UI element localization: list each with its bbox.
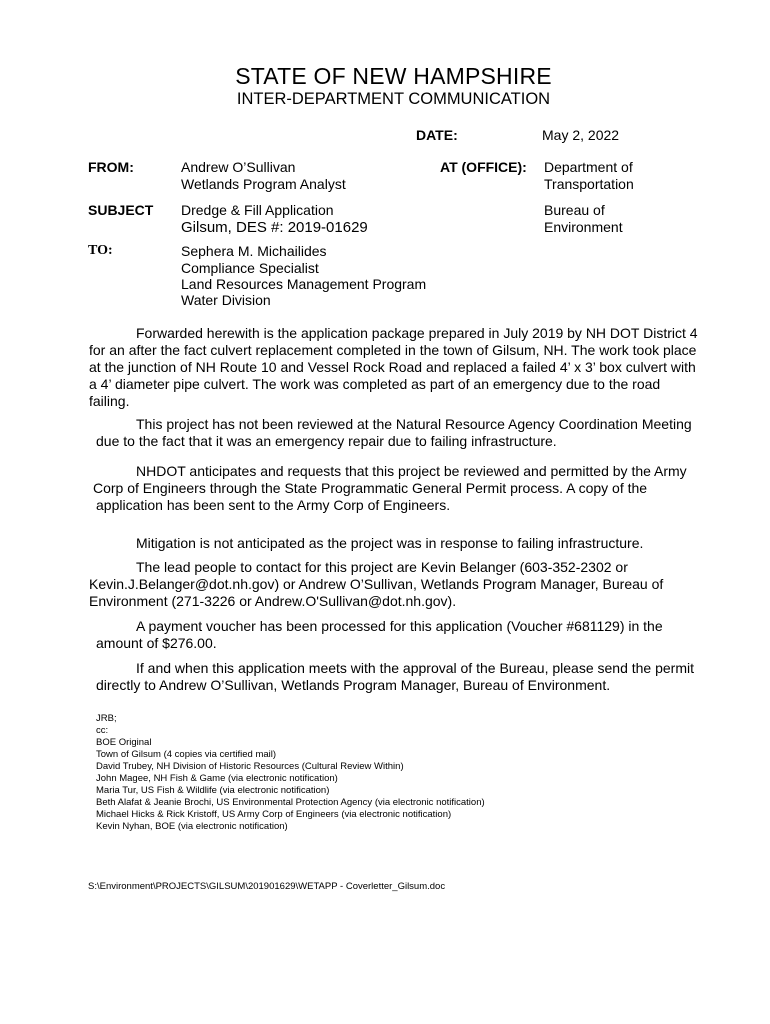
- file-path-footer: S:\Environment\PROJECTS\GILSUM\201901629\WETAPP - Coverletter_Gilsum.doc: [88, 881, 446, 892]
- to-division: Water Division: [181, 292, 271, 308]
- cc-item: JRB;: [96, 713, 117, 724]
- date-label: DATE:: [416, 127, 458, 143]
- paragraph-line: application has been sent to the Army Corp of Engineers.: [96, 497, 451, 513]
- paragraph-line: Kevin.J.Belanger@dot.nh.gov) or Andrew O’Sullivan, Wetlands Program Manager, Bureau of: [89, 576, 664, 592]
- paragraph-line: a 4’ diameter pipe culvert. The work was completed as part of an emergency due to the road: [89, 376, 661, 392]
- paragraph-line: at the junction of NH Route 10 and Vessel Rock Road and replaced a failed 4’ x 3’ box culvert with: [89, 359, 696, 375]
- cc-item: John Magee, NH Fish & Game (via electronic notification): [96, 773, 338, 784]
- paragraph-line: NHDOT anticipates and requests that this project be reviewed and permitted by the Army: [136, 463, 687, 479]
- paragraph-line: This project has not been reviewed at the Natural Resource Agency Coordination Meeting: [136, 416, 692, 432]
- body-paragraph-2: [96, 416, 692, 450]
- paragraph-line: Environment (271-3226 or Andrew.O'Sullivan@dot.nh.gov).: [89, 593, 457, 609]
- office-line-2: Transportation: [544, 176, 634, 192]
- cc-item: BOE Original: [96, 737, 152, 748]
- paragraph-line: for an after the fact culvert replacement completed in the town of Gilsum, NH. The work took place: [89, 342, 697, 358]
- subject-line-2: Gilsum, DES #: 2019-01629: [181, 219, 368, 236]
- paragraph-line: If and when this application meets with the approval of the Bureau, please send the permit: [136, 660, 695, 676]
- cc-item: Town of Gilsum (4 copies via certified mail): [96, 749, 277, 760]
- body-paragraph-5: [89, 559, 663, 610]
- cc-item: cc:: [96, 725, 109, 736]
- cc-item: Michael Hicks & Rick Kristoff, US Army Corp of Engineers (via electronic notification): [96, 809, 452, 820]
- body-paragraph-3: [93, 463, 687, 514]
- cc-item: Kevin Nyhan, BOE (via electronic notification): [96, 821, 288, 832]
- body-paragraph-4: [136, 535, 643, 552]
- cc-item: David Trubey, NH Division of Historic Resources (Cultural Review Within): [96, 761, 404, 772]
- body-paragraph-7: [96, 660, 694, 694]
- to-title: Compliance Specialist: [181, 260, 319, 276]
- document-subtitle: INTER-DEPARTMENT COMMUNICATION: [236, 90, 551, 108]
- cc-item: Beth Alafat & Jeanie Brochi, US Environmental Protection Agency (via electronic notification): [96, 797, 485, 808]
- cc-list: [96, 713, 485, 833]
- from-name: Andrew O’Sullivan: [181, 159, 296, 175]
- paragraph-line: due to the fact that it was an emergency repair due to failing infrastructure.: [96, 433, 557, 449]
- body-paragraph-6: [96, 618, 663, 652]
- from-label: FROM:: [88, 159, 134, 175]
- office-line-1: Department of: [544, 159, 633, 175]
- office-label: AT (OFFICE):: [440, 159, 527, 175]
- paragraph-line: failing.: [89, 393, 130, 409]
- date-value: May 2, 2022: [542, 127, 620, 143]
- paragraph-line: amount of $276.00.: [96, 635, 217, 651]
- paragraph-line: Mitigation is not anticipated as the project was in response to failing infrastructure.: [136, 535, 644, 551]
- subject-label: SUBJECT: [88, 202, 154, 218]
- to-label: TO:: [88, 243, 113, 258]
- from-title: Wetlands Program Analyst: [181, 176, 346, 192]
- paragraph-line: A payment voucher has been processed for this application (Voucher #681129) in the: [136, 618, 663, 634]
- document-title: STATE OF NEW HAMPSHIRE: [235, 63, 552, 89]
- cc-item: Maria Tur, US Fish & Wildlife (via electronic notification): [96, 785, 330, 796]
- subject-line-1: Dredge & Fill Application: [181, 202, 334, 218]
- paragraph-line: directly to Andrew O’Sullivan, Wetlands Program Manager, Bureau of Environment.: [96, 677, 611, 693]
- office-line-4: Environment: [544, 219, 623, 235]
- body-paragraph-1: [89, 325, 698, 410]
- paragraph-line: Corp of Engineers through the State Programmatic General Permit process. A copy of the: [93, 480, 648, 496]
- to-name: Sephera M. Michailides: [181, 243, 327, 259]
- office-line-3: Bureau of: [544, 202, 605, 218]
- to-program: Land Resources Management Program: [181, 276, 427, 292]
- paragraph-line: Forwarded herewith is the application package prepared in July 2019 by NH DOT District 4: [136, 325, 698, 341]
- paragraph-line: The lead people to contact for this project are Kevin Belanger (603-352-2302 or: [136, 559, 628, 575]
